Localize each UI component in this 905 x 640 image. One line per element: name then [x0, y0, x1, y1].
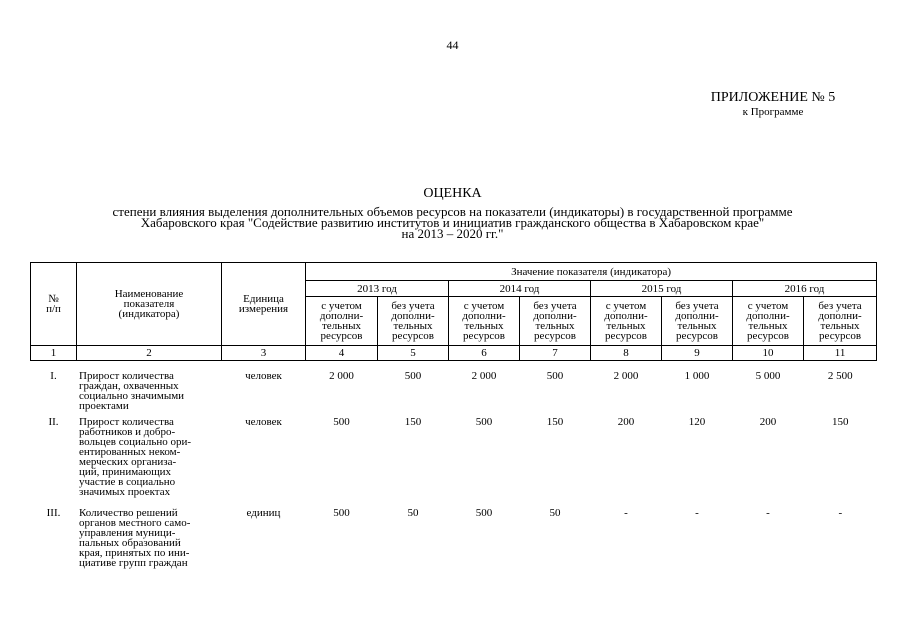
page-number: 44: [446, 38, 459, 52]
table-row: [31, 417, 877, 508]
indicator-value: 2 500: [827, 370, 853, 382]
header-year: 2016 год: [733, 281, 877, 297]
indicator-value: 50: [549, 507, 561, 519]
indicator-value: 500: [475, 507, 493, 519]
header-num: № п/п: [31, 263, 77, 346]
appendix-subtitle: к Программе: [742, 106, 804, 118]
header-without-resources: без учета дополни- тельных ресурсов: [378, 297, 449, 346]
column-number: 7: [520, 346, 591, 361]
document-subtitle: [40, 206, 865, 239]
indicator-value: -: [624, 507, 628, 519]
column-number: 2: [77, 346, 222, 361]
indicator-name: Количество решений органов местного само- управления муници- пальных образований края, принятых по ини- циативе групп граждан: [79, 507, 191, 569]
indicator-value: 200: [617, 416, 635, 428]
header-values: Значение показателя (индикатора): [306, 263, 877, 281]
indicator-value: -: [766, 507, 770, 519]
indicator-value: 150: [832, 416, 849, 428]
header-unit: Единица измерения: [222, 263, 306, 346]
column-number: 11: [804, 346, 877, 361]
column-number: 1: [31, 346, 77, 361]
row-number: II.: [48, 416, 59, 428]
indicator-value: 500: [333, 507, 350, 519]
indicator-value: 150: [404, 416, 422, 428]
subtitle-line: Хабаровского края "Содействие развитию институтов и инициатив гражданского общества в Хабаровском крае": [140, 215, 765, 230]
header-year: 2014 год: [449, 281, 591, 297]
appendix-title: ПРИЛОЖЕНИЕ № 5: [710, 90, 836, 105]
header-with-resources: с учетом дополни- тельных ресурсов: [591, 297, 662, 346]
indicator-value: 500: [404, 370, 422, 382]
indicator-value: 2 000: [613, 370, 639, 382]
header-with-resources: с учетом дополни- тельных ресурсов: [306, 297, 378, 346]
indicator-value: 500: [333, 416, 350, 428]
indicator-value: 5 000: [755, 370, 781, 382]
column-number: 6: [449, 346, 520, 361]
indicator-table: [30, 262, 877, 578]
column-number: 5: [378, 346, 449, 361]
subtitle-line: на 2013 – 2020 гг.": [401, 226, 504, 241]
indicator-value: 150: [546, 416, 564, 428]
document-title: ОЦЕНКА: [423, 186, 482, 201]
header-name: Наименование показателя (индикатора): [77, 263, 222, 346]
column-number: 8: [591, 346, 662, 361]
appendix-label: [690, 90, 856, 118]
indicator-value: 120: [688, 416, 706, 428]
column-number: 3: [222, 346, 306, 361]
indicator-value: 500: [546, 370, 564, 382]
header-with-resources: с учетом дополни- тельных ресурсов: [449, 297, 520, 346]
table-row: [31, 371, 877, 417]
indicator-value: -: [838, 507, 843, 519]
indicator-unit: единиц: [246, 507, 281, 519]
indicator-name: Прирост количества граждан, охваченных социально значимыми проектами: [79, 370, 185, 412]
column-number: 9: [662, 346, 733, 361]
column-number: 4: [306, 346, 378, 361]
indicator-value: 2 000: [471, 370, 497, 382]
header-without-resources: без учета дополни- тельных ресурсов: [520, 297, 591, 346]
row-number: III.: [46, 507, 61, 519]
indicator-name: Прирост количества работников и добро- вольцев социально ори- ентированных неком- мерческих организа- ций, принимающих участие в социально значимых проектах: [79, 416, 192, 498]
header-year: 2013 год: [306, 281, 449, 297]
column-number: 10: [733, 346, 804, 361]
header-with-resources: с учетом дополни- тельных ресурсов: [733, 297, 804, 346]
indicator-value: 200: [759, 416, 777, 428]
indicator-unit: человек: [245, 416, 282, 428]
header-year: 2015 год: [591, 281, 733, 297]
table-row: [31, 508, 877, 578]
row-number: I.: [50, 370, 57, 382]
indicator-value: 500: [475, 416, 493, 428]
indicator-value: 50: [407, 507, 419, 519]
header-without-resources: без учета дополни- тельных ресурсов: [662, 297, 733, 346]
subtitle-line: степени влияния выделения дополнительных объемов ресурсов на показатели (индикаторы) в государственной программе: [112, 204, 793, 219]
indicator-value: 2 000: [329, 370, 354, 382]
indicator-value: -: [695, 507, 699, 519]
indicator-unit: человек: [245, 370, 282, 382]
header-without-resources: без учета дополни- тельных ресурсов: [804, 297, 877, 346]
indicator-value: 1 000: [684, 370, 710, 382]
